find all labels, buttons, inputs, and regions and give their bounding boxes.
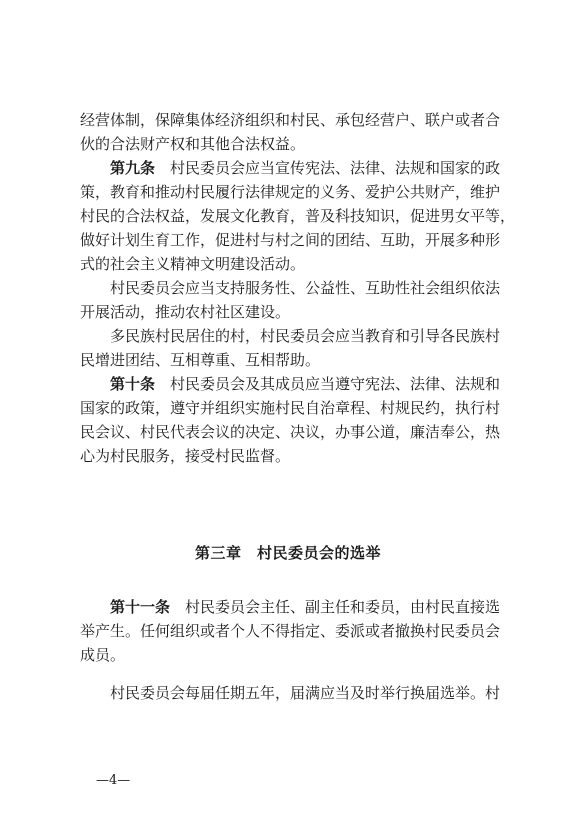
text-line: 开展活动，推动农村社区建设。 (80, 303, 291, 321)
text-line: 民增进团结、互相尊重、互相帮助。 (80, 351, 321, 369)
article-label: 第十一条 (110, 598, 171, 616)
article-first-line (80, 595, 500, 619)
article-11 (80, 595, 500, 667)
paragraph-term (80, 681, 500, 705)
article-first-line (80, 156, 500, 180)
article-label: 第九条 (110, 159, 156, 177)
text-line: 村民委员会应当支持服务性、公益性、互助性社会组织依法 (110, 279, 501, 297)
text-line: 举产生。任何组织或者个人不得指定、委派或者撤换村民委员会 (80, 622, 501, 640)
text-line: 多民族村民居住的村，村民委员会应当教育和引导各民族村 (110, 327, 501, 345)
text-line: 做好计划生育工作，促进村与村之间的团结、互助，开展多种形 (80, 231, 501, 249)
chapter-heading: 第三章 村民委员会的选举 (194, 544, 381, 562)
text-line: 村民的合法权益，发展文化教育，普及科技知识，促进男女平等， (80, 207, 516, 225)
text-line: 式的社会主义精神文明建设活动。 (80, 255, 306, 273)
paragraph-ethnic (80, 324, 500, 372)
text-line: 民会议、村民代表会议的决定、决议，办事公道，廉洁奉公，热 (80, 423, 501, 441)
article-text: 村民委员会应当宣传宪法、法律、法规和国家的政 (170, 159, 501, 177)
article-9 (80, 156, 516, 276)
text-line: 成员。 (80, 646, 126, 664)
article-first-line (80, 372, 500, 396)
article-text: 村民委员会及其成员应当遵守宪法、法律、法规和 (170, 375, 501, 393)
text-line: 国家的政策，遵守并组织实施村民自治章程、村规民约，执行村 (80, 399, 501, 417)
text-line: 策，教育和推动村民履行法律规定的义务、爱护公共财产，维护 (80, 183, 501, 201)
text-line: 伙的合法财产权和其他合法权益。 (80, 135, 306, 153)
page-number: —4— (96, 773, 131, 788)
article-10 (80, 372, 500, 468)
article-label: 第十条 (110, 375, 156, 393)
paragraph-continuation (80, 108, 500, 156)
paragraph-support (80, 276, 500, 324)
article-text: 村民委员会主任、副主任和委员，由村民直接选 (185, 598, 501, 616)
text-line: 经营体制，保障集体经济组织和村民、承包经营户、联户或者合 (80, 111, 501, 129)
text-line: 心为村民服务，接受村民监督。 (80, 447, 291, 465)
text-line: 村民委员会每届任期五年，届满应当及时举行换届选举。村 (110, 684, 501, 702)
